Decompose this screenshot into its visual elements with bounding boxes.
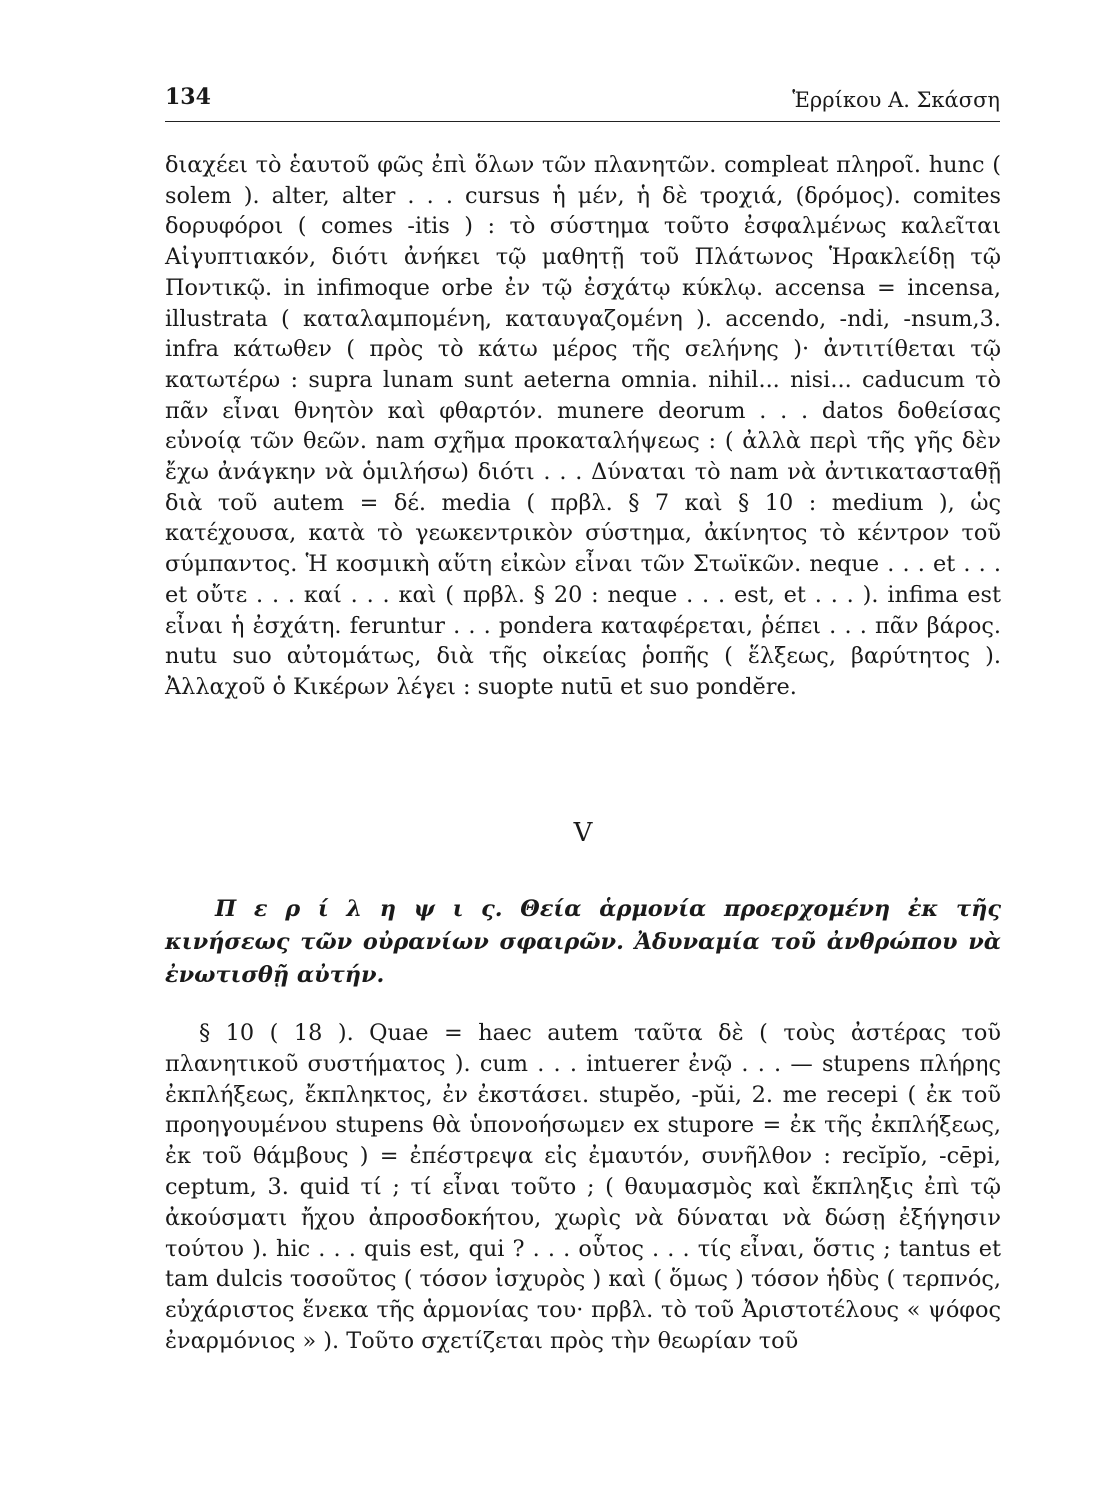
header-rule	[165, 121, 1000, 122]
section-summary: Π ε ρ ί λ η ψ ι ς. Θεία ἁρμονία προερχομένη ἐκ τῆς κινήσεως τῶν οὐρανίων σφαιρῶν. Ἀδυναμία τοῦ ἀνθρώπου νὰ ἐνωτισθῇ αὐτήν.	[165, 896, 1001, 988]
running-head: Ἑρρίκου Α. Σκάσση	[792, 88, 1000, 112]
page-number: 134	[165, 84, 211, 110]
commentary-paragraph-2: § 10 ( 18 ). Quae = haec autem ταῦτα δὲ ( τοὺς ἀστέρας τοῦ πλανητικοῦ συστήματος ). cum . . . intuerer ἐνῷ . . . — stupens πλήρης ἐκπλήξεως, ἔκπληκτος, ἐν ἐκστάσει. stupĕo, -pŭi, 2. me recepi ( ἐκ τοῦ προηγουμένου stupens θὰ ὑπονοήσωμεν ex stupore = ἐκ τῆς ἐκπλήξεως, ἐκ τοῦ θάμβους ) = ἐπέστρεψα εἰς ἐμαυτόν, συνῆλθον : recĭpĭo, -cēpi, ceptum, 3. quid τί ; τί εἶναι τοῦτο ; ( θαυμασμὸς καὶ ἔκπληξις ἐπὶ τῷ ἀκούσματι ἤχου ἀπροσδοκήτου, χωρὶς νὰ δύναται νὰ δώσῃ ἐξήγησιν τούτου ). hic . . . quis est, qui ? . . . οὗτος . . . τίς εἶναι, ὅστις ; tantus et tam dulcis τοσοῦτος ( τόσον ἰσχυρὸς ) καὶ ( ὅμως ) τόσον ἡδὺς ( τερπνός, εὐχάριστος ἕνεκα τῆς ἁρμονίας του· πρβλ. τὸ τοῦ Ἀριστοτέλους « ψόφος ἐναρμόνιος » ). Τοῦτο σχετίζεται πρὸς τὴν θεωρίαν τοῦ	[165, 1020, 1001, 1354]
page-header	[165, 72, 1000, 122]
commentary-text-top	[165, 150, 1001, 703]
section-heading: V	[573, 818, 593, 848]
commentary-paragraph-1: διαχέει τὸ ἑαυτοῦ φῶς ἐπὶ ὅλων τῶν πλανητῶν. compleat πληροῖ. hunc ( solem ). alter, alter . . . cursus ἡ μέν, ἡ δὲ τροχιά, (δρόμος). comites δορυφόροι ( comes -itis ) : τὸ σύστημα τοῦτο ἐσφαλμένως καλεῖται Αἰγυπτιακόν, διότι ἀνήκει τῷ μαθητῇ τοῦ Πλάτωνος Ἡρακλείδῃ τῷ Ποντικῷ. in infimoque orbe ἐν τῷ ἐσχάτῳ κύκλῳ. accensa = incensa, illustrata ( καταλαμπομένη, καταυγαζομένη ). accendo, -ndi, -nsum,3. infra κάτωθεν ( πρὸς τὸ κάτω μέρος τῆς σελήνης )· ἀντιτίθεται τῷ κατωτέρω : supra lunam sunt aeterna omnia. nihil... nisi... caducum τὸ πᾶν εἶναι θνητὸν καὶ φθαρτόν. munere deorum . . . datos δοθείσας εὐνοίᾳ τῶν θεῶν. nam σχῆμα προκαταλήψεως : ( ἀλλὰ περὶ τῆς γῆς δὲν ἔχω ἀνάγκην νὰ ὁμιλήσω) διότι . . . Δύναται τὸ nam νὰ ἀντικατασταθῇ διὰ τοῦ autem = δέ. media ( πρβλ. § 7 καὶ § 10 : medium ), ὡς κατέχουσα, κατὰ τὸ γεωκεντρικὸν σύστημα, ἀκίνητος τὸ κέντρον τοῦ σύμπαντος. Ἡ κοσμικὴ αὕτη εἰκὼν εἶναι τῶν Στωϊκῶν. neque . . . et . . . et οὔτε . . . καί . . . καὶ ( πρβλ. § 20 : neque . . . est, et . . . ). infima est εἶναι ἡ ἐσχάτη. feruntur . . . pondera καταφέρεται, ῥέπει . . . πᾶν βάρος. nutu suo αὐτομάτως, διὰ τῆς οἰκείας ῥοπῆς ( ἕλξεως, βαρύτητος ). Ἀλλαχοῦ ὁ Κικέρων λέγει : suopte nutū et suo pondĕre.	[165, 152, 1001, 700]
